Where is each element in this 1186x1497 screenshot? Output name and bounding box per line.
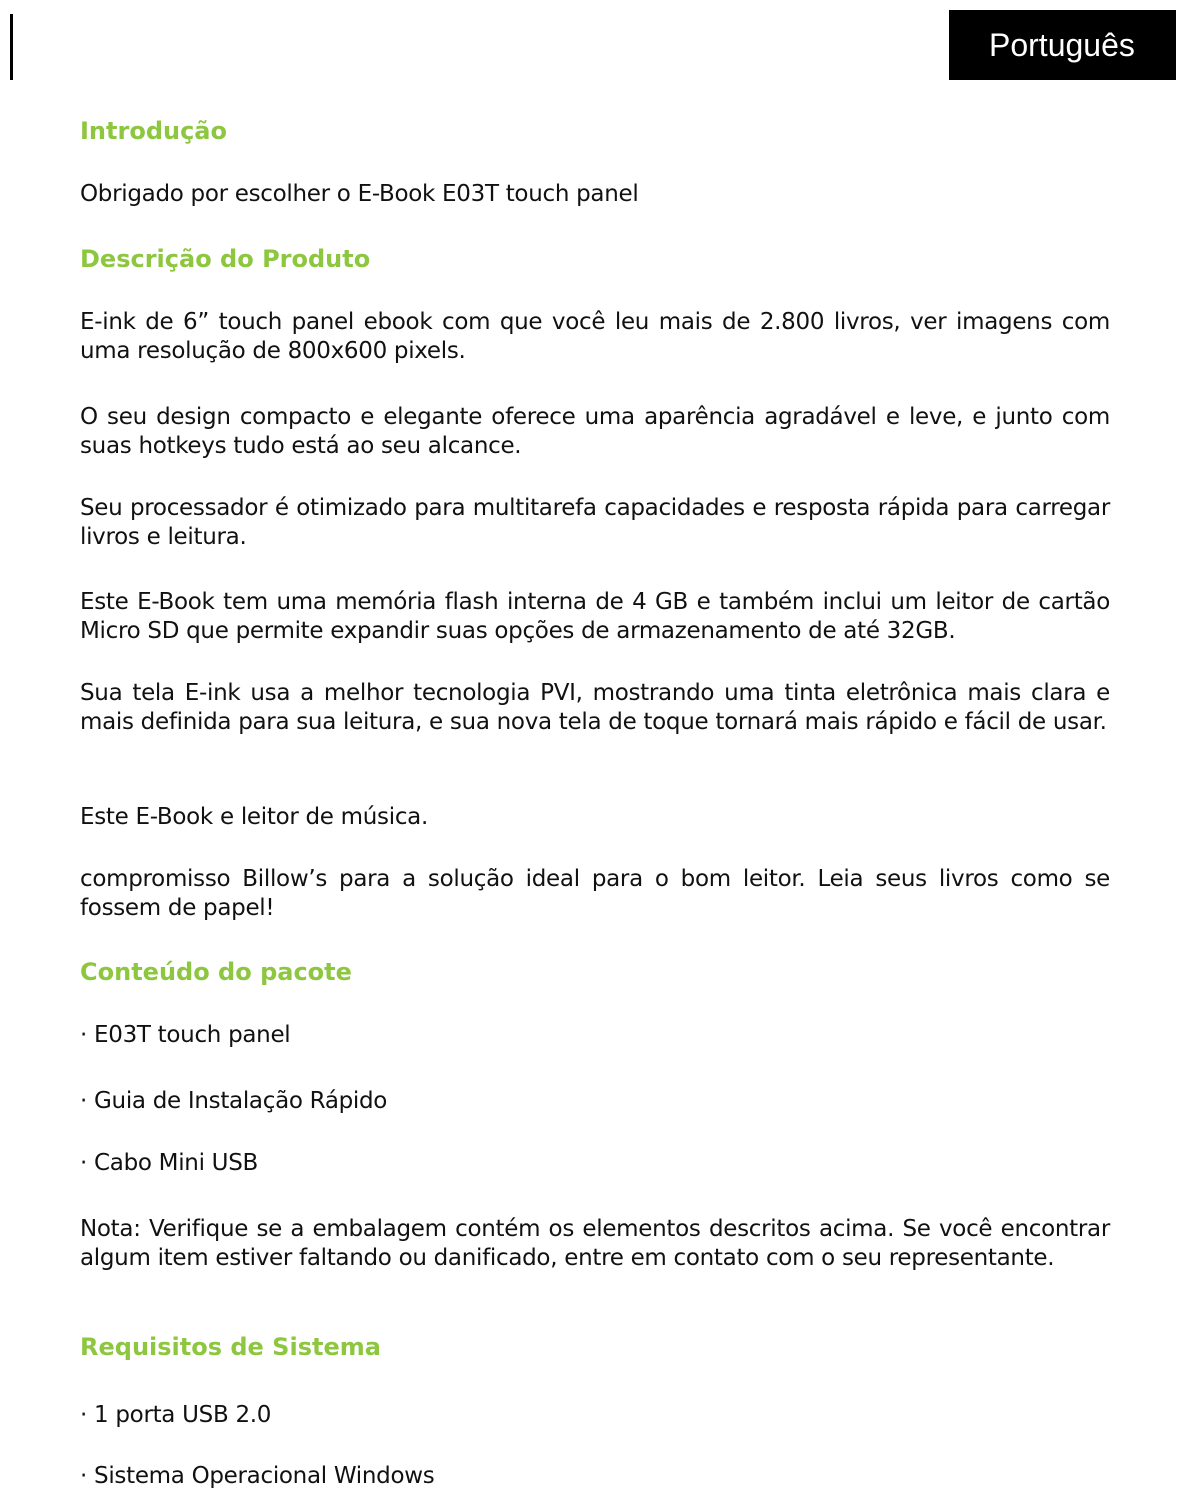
description-heading: Descrição do Produto [80, 245, 371, 273]
description-paragraph: Sua tela E-ink usa a melhor tecnologia PVI, mostrando uma tinta eletrônica mais clara e mais definida para sua leitura, e sua nova tela de toque tornará mais rápido e fácil de usar. [80, 680, 1110, 735]
package-list-item: · E03T touch panel [80, 1022, 291, 1048]
description-paragraph: O seu design compacto e elegante oferece uma aparência agradável e leve, e junto com suas hotkeys tudo está ao seu alcance. [80, 404, 1110, 459]
language-tab: Português [949, 10, 1176, 80]
package-note: Nota: Verifique se a embalagem contém os elementos descritos acima. Se você encontrar algum item estiver faltando ou danificado, entre em contato com o seu representante. [80, 1216, 1110, 1271]
intro-heading: Introdução [80, 117, 227, 145]
requirements-list-item: · 1 porta USB 2.0 [80, 1402, 272, 1428]
package-heading: Conteúdo do pacote [80, 958, 352, 986]
description-paragraph: compromisso Billow’s para a solução ideal para o bom leitor. Leia seus livros como se fossem de papel! [80, 866, 1110, 921]
requirements-heading: Requisitos de Sistema [80, 1333, 381, 1361]
intro-text: Obrigado por escolher o E-Book E03T touch panel [80, 181, 639, 207]
description-paragraph: Seu processador é otimizado para multitarefa capacidades e resposta rápida para carregar livros e leitura. [80, 495, 1110, 550]
package-list-item: · Guia de Instalação Rápido [80, 1088, 388, 1114]
description-paragraph: Este E-Book e leitor de música. [80, 804, 428, 830]
requirements-list-item: · Sistema Operacional Windows [80, 1463, 435, 1489]
description-paragraph: Este E-Book tem uma memória flash interna de 4 GB e também inclui um leitor de cartão Micro SD que permite expandir suas opções de armazenamento de até 32GB. [80, 589, 1110, 644]
package-list-item: · Cabo Mini USB [80, 1150, 258, 1176]
margin-bar [10, 14, 13, 80]
description-paragraph: E-ink de 6” touch panel ebook com que você leu mais de 2.800 livros, ver imagens com uma resolução de 800x600 pixels. [80, 309, 1110, 364]
